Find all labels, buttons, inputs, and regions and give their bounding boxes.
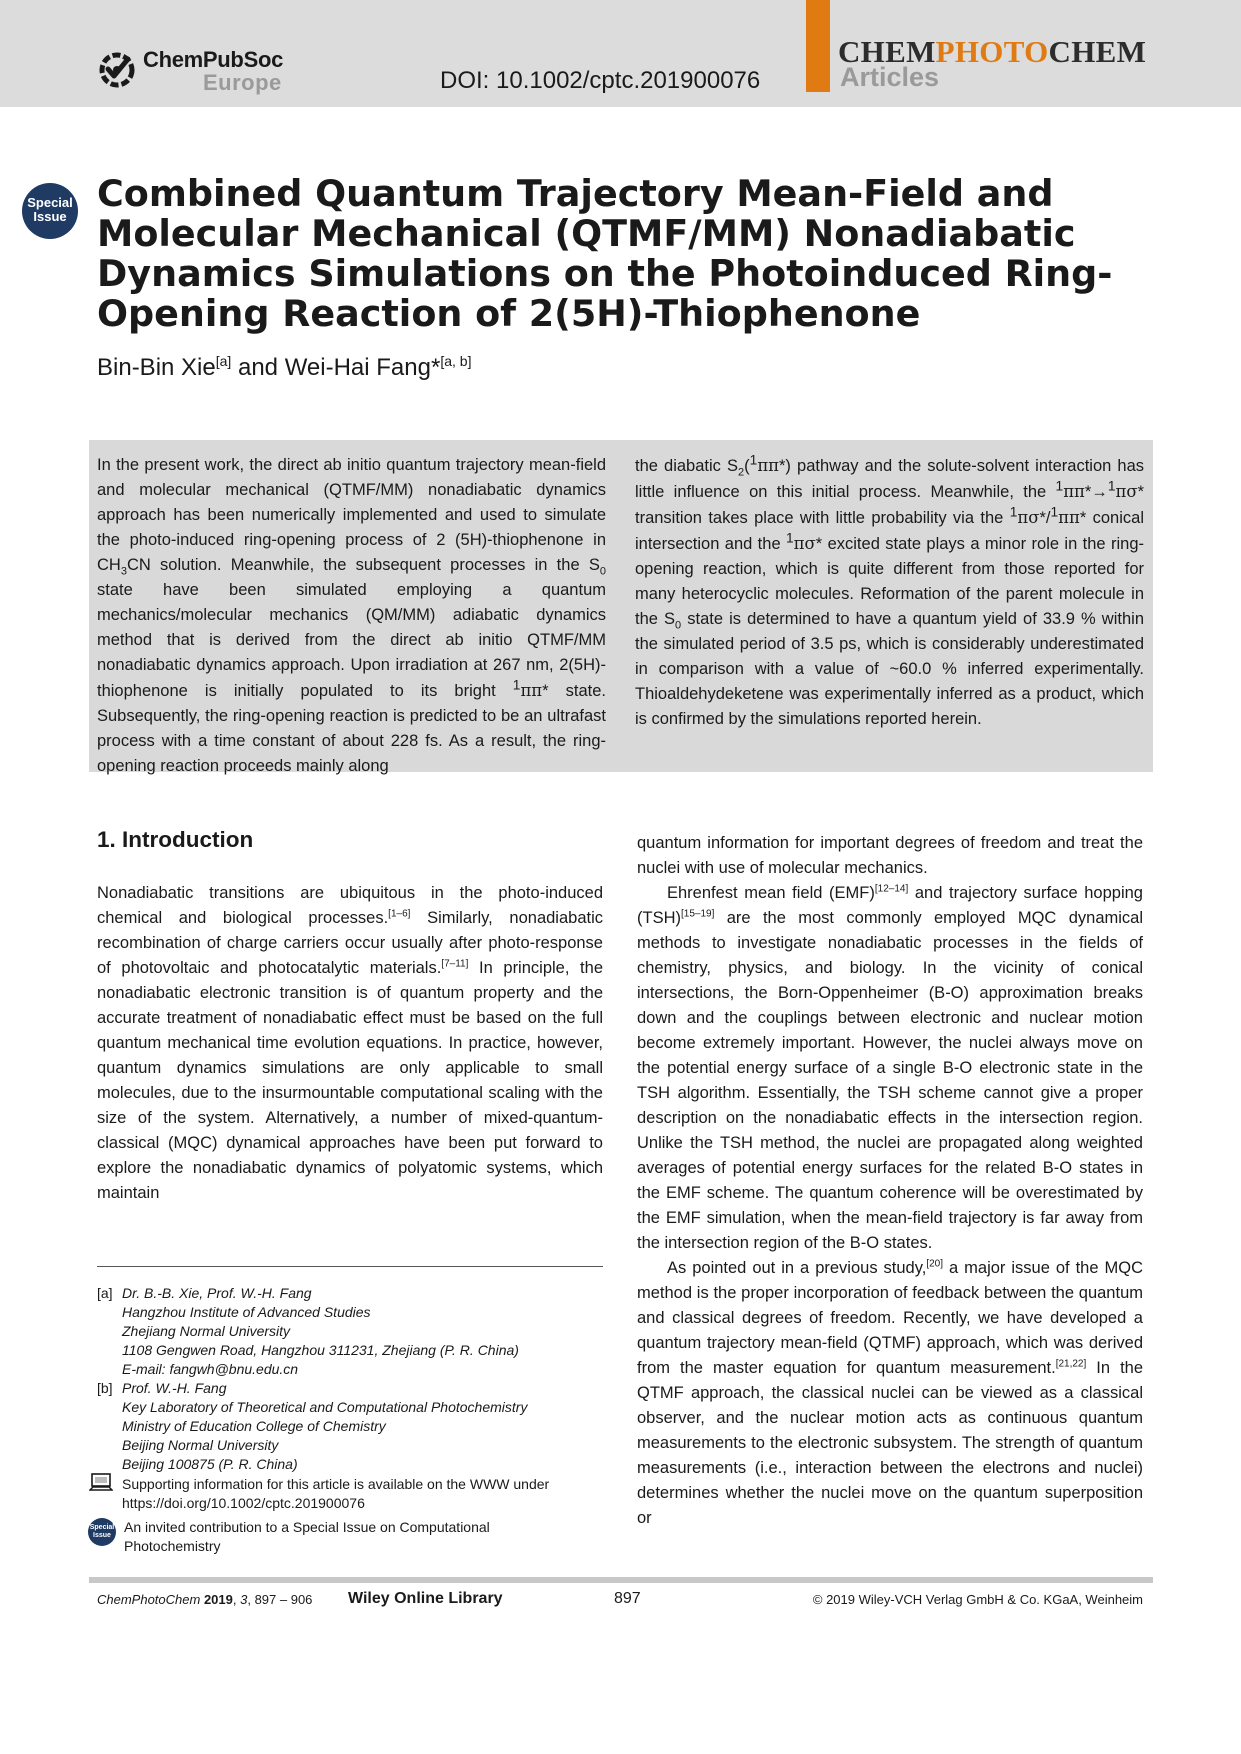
text-run: the diabatic S bbox=[635, 457, 739, 475]
text-run: * conical intersection and the bbox=[635, 509, 1144, 553]
subscript: 0 bbox=[675, 619, 682, 632]
text-run: state have been simulated employing a quantum mechanics/molecular mechanics (QM/MM) adiabatic dynamics method that is derived from the direct ab initio QTMF/MM nonadiabatic dynamics approach. Upon irradiation at 267 nm, 2(5H)-thiophenone is initially populated to its bright bbox=[97, 581, 606, 700]
subscript: 0 bbox=[599, 565, 606, 578]
email-link[interactable]: E-mail: fangwh@bnu.edu.cn bbox=[122, 1361, 299, 1377]
text-run: *) pathway and the solute-solvent interaction has little influence on this initial process. Meanwhile, the bbox=[635, 457, 1144, 501]
text-run: *→ bbox=[1084, 483, 1108, 501]
citation[interactable]: [15–19] bbox=[681, 908, 715, 920]
greek-symbol: ππ bbox=[520, 681, 543, 700]
badge-line: Special bbox=[89, 1524, 115, 1531]
citation[interactable]: [21,22] bbox=[1055, 1358, 1087, 1370]
logo-sub: Europe bbox=[203, 70, 282, 95]
superscript: 1 bbox=[1055, 478, 1064, 494]
paragraph bbox=[97, 881, 603, 1206]
superscript: 1 bbox=[786, 530, 794, 546]
author-name: Bin-Bin Xie bbox=[97, 354, 216, 381]
subscript: 3 bbox=[120, 565, 127, 578]
citation[interactable]: [20] bbox=[926, 1258, 944, 1270]
text-run: and trajectory surface hopping (TSH) bbox=[637, 884, 1143, 927]
journal-name-part: CHEM bbox=[838, 34, 936, 69]
badge-line: Issue bbox=[93, 1532, 111, 1539]
text-run: In the QTMF approach, the classical nuclei can be viewed as a classical observer, and the nuclear motion acts as continuous quantum measurements to the electronic subsystem. The strength of quantum measurements (i.e., interaction between the electrons and nuclei) determines whether the nuclei move on the quantum superposition or bbox=[637, 1359, 1144, 1527]
text-run: In the present work, the direct ab initio quantum trajectory mean-field and molecular mechanical (QTMF/MM) nonadiabatic dynamics approach has been numerically implemented and used to simulate the photo-induced ring-opening process of 2 (5H)-thiophenone in CH bbox=[97, 456, 606, 574]
text-run: * state. Subsequently, the ring-opening reaction is predicted to be an ultrafast process with a time constant of about 228 fs. As a result, the ring-opening reaction proceeds mainly along bbox=[97, 682, 606, 775]
affiliation-line: Beijing Normal University bbox=[122, 1437, 279, 1453]
body-left-column bbox=[97, 881, 603, 1206]
affiliation-a bbox=[122, 1284, 519, 1379]
copyright: © 2019 Wiley-VCH Verlag GmbH & Co. KGaA, Weinheim bbox=[812, 1592, 1143, 1607]
greek-symbol: ππ bbox=[1058, 508, 1080, 527]
text-run: Similarly, nonadiabatic recombination of charge carriers occur usually after photo-response of photovoltaic and photocatalytic materials. bbox=[97, 909, 603, 977]
wiley-online-library[interactable]: Wiley Online Library bbox=[348, 1590, 503, 1607]
author-affiliation: [a, b] bbox=[440, 353, 472, 369]
subscript: 2 bbox=[738, 466, 745, 479]
badge-line: Special bbox=[27, 195, 73, 210]
footer-citation: ChemPhotoChem 2019, 3, 897 – 906 bbox=[97, 1592, 313, 1607]
paragraph bbox=[637, 1256, 1143, 1531]
affiliation-line: 1108 Gengwen Road, Hangzhou 311231, Zhejiang (P. R. China) bbox=[122, 1342, 519, 1358]
author-affiliation: [a] bbox=[215, 353, 232, 369]
computer-icon bbox=[89, 1473, 113, 1493]
greek-symbol: πσ bbox=[793, 534, 816, 553]
citation[interactable]: [1–6] bbox=[388, 908, 411, 920]
text-run: a major issue of the MQC method is the proper incorporation of feedback between the quantum and classical degrees of freedom. Recently, we have developed a quantum trajectory mean-field (QTMF) approach, which was derived from the master equation for quantum measurement. bbox=[637, 1259, 1144, 1377]
greek-symbol: πσ bbox=[1115, 482, 1138, 501]
invited-line: Photochemistry bbox=[124, 1538, 221, 1554]
author-name: Wei-Hai Fang* bbox=[284, 354, 441, 381]
logo-name: ChemPubSoc bbox=[143, 47, 284, 72]
supporting-info bbox=[122, 1475, 549, 1513]
footnote-tag: [b] bbox=[97, 1380, 113, 1396]
body-right-column bbox=[637, 831, 1143, 1531]
special-issue-badge bbox=[22, 183, 78, 239]
badge-line: Issue bbox=[33, 209, 67, 224]
special-issue-small-badge bbox=[88, 1518, 116, 1546]
text-run: Nonadiabatic transitions are ubiquitous in the photo-induced chemical and biological processes. bbox=[97, 884, 603, 927]
superscript: 1 bbox=[512, 677, 521, 693]
author-separator: and bbox=[231, 354, 285, 381]
supporting-info-text: Supporting information for this article is available on the WWW under bbox=[122, 1476, 550, 1492]
superscript: 1 bbox=[1050, 504, 1059, 520]
affiliation-b bbox=[122, 1379, 527, 1474]
abstract-box bbox=[89, 440, 1153, 775]
authors bbox=[97, 354, 471, 382]
paragraph: quantum information for important degrees of freedom and treat the nuclei with use of molecular mechanics. bbox=[637, 834, 1143, 877]
affiliation-line: Key Laboratory of Theoretical and Computational Photochemistry bbox=[122, 1399, 528, 1415]
text-run: * transition takes place with little probability via the bbox=[635, 483, 1144, 527]
greek-symbol: πσ bbox=[1017, 508, 1040, 527]
text-run: As pointed out in a previous study, bbox=[667, 1259, 927, 1277]
footer-divider bbox=[89, 1577, 1153, 1583]
footer-year: 2019 bbox=[203, 1592, 233, 1607]
chempubsoc-logo bbox=[97, 46, 297, 96]
footnote-tag: [a] bbox=[97, 1285, 113, 1301]
affiliation-line: Beijing 100875 (P. R. China) bbox=[122, 1456, 298, 1472]
text-run: * excited state plays a minor role in the ring-opening reaction, which is quite different from those reported for many heterocyclic molecules. Reformation of the parent molecule in the S bbox=[635, 535, 1144, 628]
footer-pages: 897 – 906 bbox=[254, 1592, 313, 1607]
invited-line: An invited contribution to a Special Issue on Computational bbox=[124, 1519, 490, 1535]
affiliation-line: Prof. W.-H. Fang bbox=[122, 1380, 227, 1396]
journal-name-part: PHOTO bbox=[935, 34, 1049, 69]
doi: DOI: 10.1002/cptc.201900076 bbox=[440, 67, 761, 94]
affiliation-line: Zhejiang Normal University bbox=[122, 1323, 291, 1339]
superscript: 1 bbox=[1009, 504, 1018, 520]
supporting-info-link[interactable]: https://doi.org/10.1002/cptc.201900076 bbox=[122, 1495, 365, 1511]
footer-volume: 3 bbox=[240, 1592, 248, 1607]
superscript: 1 bbox=[749, 452, 758, 468]
accent-bar bbox=[806, 0, 830, 92]
footer-journal: ChemPhotoChem bbox=[97, 1592, 201, 1607]
text-run: ( bbox=[744, 457, 750, 475]
affiliation-line: Hangzhou Institute of Advanced Studies bbox=[122, 1304, 371, 1320]
abstract-left-column bbox=[97, 453, 606, 779]
abstract-right-column bbox=[635, 453, 1144, 732]
citation[interactable]: [7–11] bbox=[441, 958, 469, 970]
text-run: are the most commonly employed MQC dynamical methods to investigate nonadiabatic processes in the fields of chemistry, physics, and biology. In the vicinity of conical intersections, the Born-Oppenheimer (B-O) approximation breaks down and the couplings between electronic and nuclear motion become extremely important. However, the nuclei always move on the potential energy surface of a single B-O electronic state in the TSH algorithm. Essentially, the TSH scheme cannot give a proper description on the nonadiabatic effects in the intersection region. Unlike the TSH method, the nuclei are propagated along weighted averages of potential energy surfaces for the related B-O states in the EMF scheme. The quantum coherence will be overestimated by the EMF simulation, when the mean-field trajectory is far away from the intersection region of the B-O states. bbox=[637, 909, 1143, 1252]
invited-contribution bbox=[124, 1518, 490, 1556]
text-run: state is determined to have a quantum yield of 33.9 % within the simulated period of 3.5 ps, which is considerably underestimated in comparison with a value of ~60.0 % inferred experimentally. Thioaldehydeketene was experimentally inferred as a product, which is confirmed by the simulations reported herein. bbox=[635, 610, 1144, 728]
section-heading: 1. Introduction bbox=[97, 827, 254, 852]
page-number: 897 bbox=[614, 1590, 641, 1607]
paragraph bbox=[637, 881, 1143, 1256]
chempubsoc-logo-icon bbox=[97, 46, 141, 90]
superscript: 1 bbox=[1107, 478, 1116, 494]
text-run: CN solution. Meanwhile, the subsequent processes in the S bbox=[126, 556, 600, 574]
page-header bbox=[0, 0, 1241, 107]
footnote-divider bbox=[97, 1266, 603, 1267]
journal-name-part: CHEM bbox=[1048, 34, 1147, 69]
affiliation-line: Dr. B.-B. Xie, Prof. W.-H. Fang bbox=[122, 1285, 312, 1301]
text-run: */ bbox=[1039, 509, 1051, 527]
affiliation-line: Ministry of Education College of Chemistry bbox=[122, 1418, 386, 1434]
section-label: Articles bbox=[840, 62, 940, 92]
greek-symbol: ππ bbox=[757, 456, 780, 475]
article-title: Combined Quantum Trajectory Mean-Field and Molecular Mechanical (QTMF/MM) Nonadiabatic Dynamics Simulations on the Photoinduced Ring-Opening Reaction of 2(5H)-Thiophenone bbox=[97, 172, 1113, 335]
text-run: In principle, the nonadiabatic electronic transition is of quantum property and the accurate treatment of nonadiabatic effect must be based on the full quantum mechanical time evolution equations. In practice, however, quantum dynamics simulations are only applicable to small molecules, due to the insurmountable computational scaling with the size of the system. Alternatively, a number of mixed-quantum-classical (MQC) dynamical approaches have been put forward to explore the nonadiabatic dynamics of polyatomic systems, which maintain bbox=[97, 959, 603, 1202]
text-run: Ehrenfest mean field (EMF) bbox=[667, 884, 875, 902]
greek-symbol: ππ bbox=[1063, 482, 1085, 501]
citation[interactable]: [12–14] bbox=[874, 883, 909, 895]
